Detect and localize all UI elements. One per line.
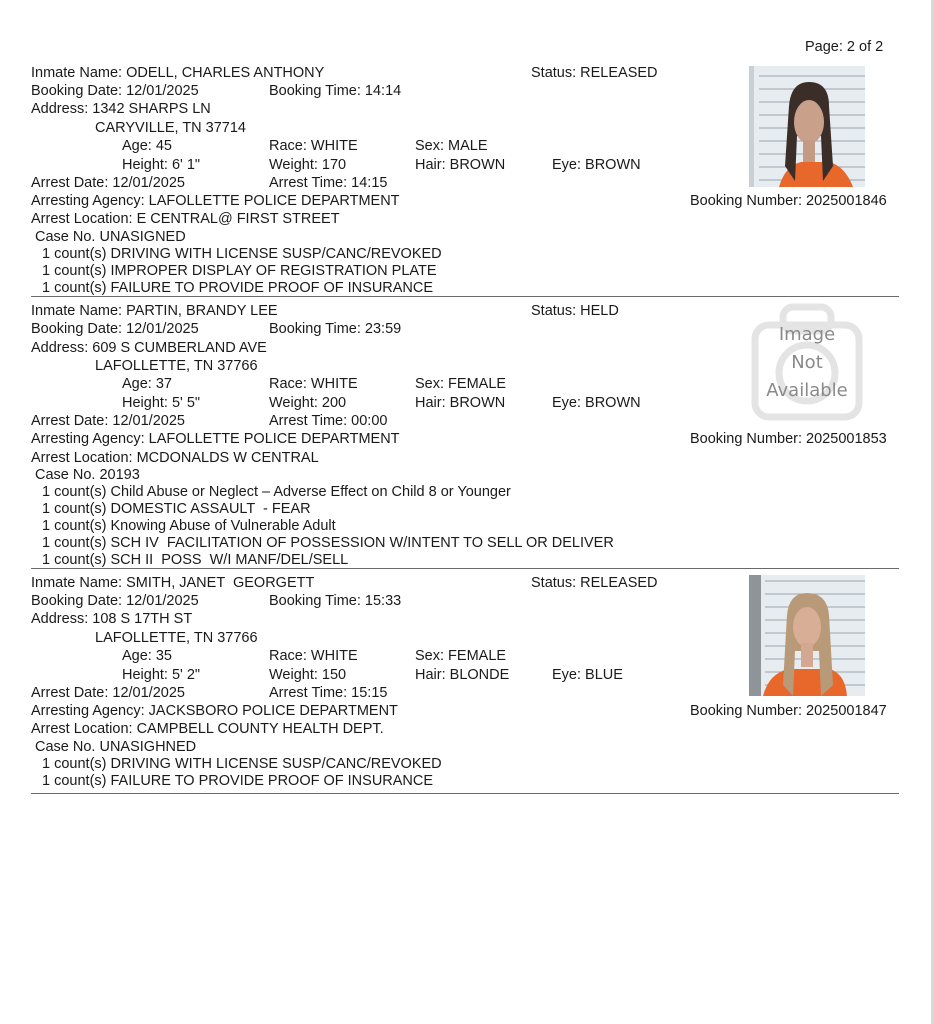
eye: Eye: BROWN (552, 395, 641, 411)
charge: 1 count(s) DRIVING WITH LICENSE SUSP/CANC/REVOKED (42, 756, 442, 772)
status: Status: RELEASED (531, 65, 658, 81)
record-separator (31, 793, 899, 794)
inmate-name: Inmate Name: ODELL, CHARLES ANTHONY (31, 65, 325, 81)
no-image-line: Image (778, 324, 836, 345)
charge: 1 count(s) Child Abuse or Neglect – Adverse Effect on Child 8 or Younger (42, 484, 511, 500)
case-number: Case No. 20193 (35, 467, 140, 483)
inmate-name: Inmate Name: SMITH, JANET GEORGETT (31, 575, 315, 591)
arrest-time: Arrest Time: 14:15 (269, 175, 388, 191)
height: Height: 5' 5" (122, 395, 201, 411)
age: Age: 37 (122, 376, 172, 392)
case-number: Case No. UNASIGHNED (35, 739, 197, 755)
weight: Weight: 150 (269, 667, 347, 683)
status: Status: RELEASED (531, 575, 658, 591)
booking-time: Booking Time: 14:14 (269, 83, 402, 99)
status: Status: HELD (531, 303, 619, 319)
arrest-date: Arrest Date: 12/01/2025 (31, 413, 185, 429)
eye: Eye: BROWN (552, 157, 641, 173)
arrest-location: Arrest Location: CAMPBELL COUNTY HEALTH DEPT. (31, 721, 384, 737)
page-number: Page: 2 of 2 (805, 39, 884, 55)
arrest-date: Arrest Date: 12/01/2025 (31, 175, 185, 191)
arrest-location: Arrest Location: MCDONALDS W CENTRAL (31, 450, 319, 466)
arrest-location: Arrest Location: E CENTRAL@ FIRST STREET (31, 211, 340, 227)
charge: 1 count(s) IMPROPER DISPLAY OF REGISTRATION PLATE (42, 263, 437, 279)
no-image-line: Available (766, 380, 848, 401)
mugshot-photo (749, 66, 865, 187)
booking-number: Booking Number: 2025001846 (690, 193, 887, 209)
race: Race: WHITE (269, 376, 358, 392)
arresting-agency: Arresting Agency: LAFOLLETTE POLICE DEPARTMENT (31, 193, 400, 209)
address-line1: Address: 609 S CUMBERLAND AVE (31, 340, 267, 356)
hair: Hair: BLONDE (415, 667, 510, 683)
hair: Hair: BROWN (415, 395, 506, 411)
height: Height: 6' 1" (122, 157, 201, 173)
charge: 1 count(s) DRIVING WITH LICENSE SUSP/CANC/REVOKED (42, 246, 442, 262)
booking-number: Booking Number: 2025001853 (690, 431, 887, 447)
charge: 1 count(s) FAILURE TO PROVIDE PROOF OF INSURANCE (42, 773, 434, 789)
address-line2: LAFOLLETTE, TN 37766 (95, 358, 258, 374)
booking-time: Booking Time: 15:33 (269, 593, 402, 609)
sex: Sex: FEMALE (415, 376, 507, 392)
hair: Hair: BROWN (415, 157, 506, 173)
height: Height: 5' 2" (122, 667, 201, 683)
record-separator (31, 296, 899, 297)
charge: 1 count(s) FAILURE TO PROVIDE PROOF OF INSURANCE (42, 280, 434, 296)
image-not-available-placeholder (749, 303, 865, 424)
record-separator (31, 568, 899, 569)
arrest-time: Arrest Time: 15:15 (269, 685, 388, 701)
weight: Weight: 170 (269, 157, 347, 173)
address-line2: CARYVILLE, TN 37714 (95, 120, 246, 136)
age: Age: 35 (122, 648, 172, 664)
race: Race: WHITE (269, 648, 358, 664)
eye: Eye: BLUE (552, 667, 623, 683)
charge: 1 count(s) SCH IV FACILITATION OF POSSESSION W/INTENT TO SELL OR DELIVER (42, 535, 614, 551)
inmate-name: Inmate Name: PARTIN, BRANDY LEE (31, 303, 278, 319)
race: Race: WHITE (269, 138, 358, 154)
booking-number: Booking Number: 2025001847 (690, 703, 887, 719)
address-line1: Address: 108 S 17TH ST (31, 611, 193, 627)
case-number: Case No. UNASIGNED (35, 229, 186, 245)
arrest-date: Arrest Date: 12/01/2025 (31, 685, 185, 701)
arresting-agency: Arresting Agency: LAFOLLETTE POLICE DEPARTMENT (31, 431, 400, 447)
address-line1: Address: 1342 SHARPS LN (31, 101, 211, 117)
booking-date: Booking Date: 12/01/2025 (31, 593, 199, 609)
mugshot-photo (749, 575, 865, 696)
sex: Sex: FEMALE (415, 648, 507, 664)
address-line2: LAFOLLETTE, TN 37766 (95, 630, 258, 646)
charge: 1 count(s) DOMESTIC ASSAULT - FEAR (42, 501, 311, 517)
charge: 1 count(s) Knowing Abuse of Vulnerable Adult (42, 518, 336, 534)
arresting-agency: Arresting Agency: JACKSBORO POLICE DEPARTMENT (31, 703, 398, 719)
sex: Sex: MALE (415, 138, 488, 154)
weight: Weight: 200 (269, 395, 347, 411)
booking-time: Booking Time: 23:59 (269, 321, 402, 337)
arrest-time: Arrest Time: 00:00 (269, 413, 388, 429)
booking-date: Booking Date: 12/01/2025 (31, 83, 199, 99)
charge: 1 count(s) SCH II POSS W/I MANF/DEL/SELL (42, 552, 349, 568)
no-image-line: Not (791, 352, 823, 373)
age: Age: 45 (122, 138, 172, 154)
booking-date: Booking Date: 12/01/2025 (31, 321, 199, 337)
